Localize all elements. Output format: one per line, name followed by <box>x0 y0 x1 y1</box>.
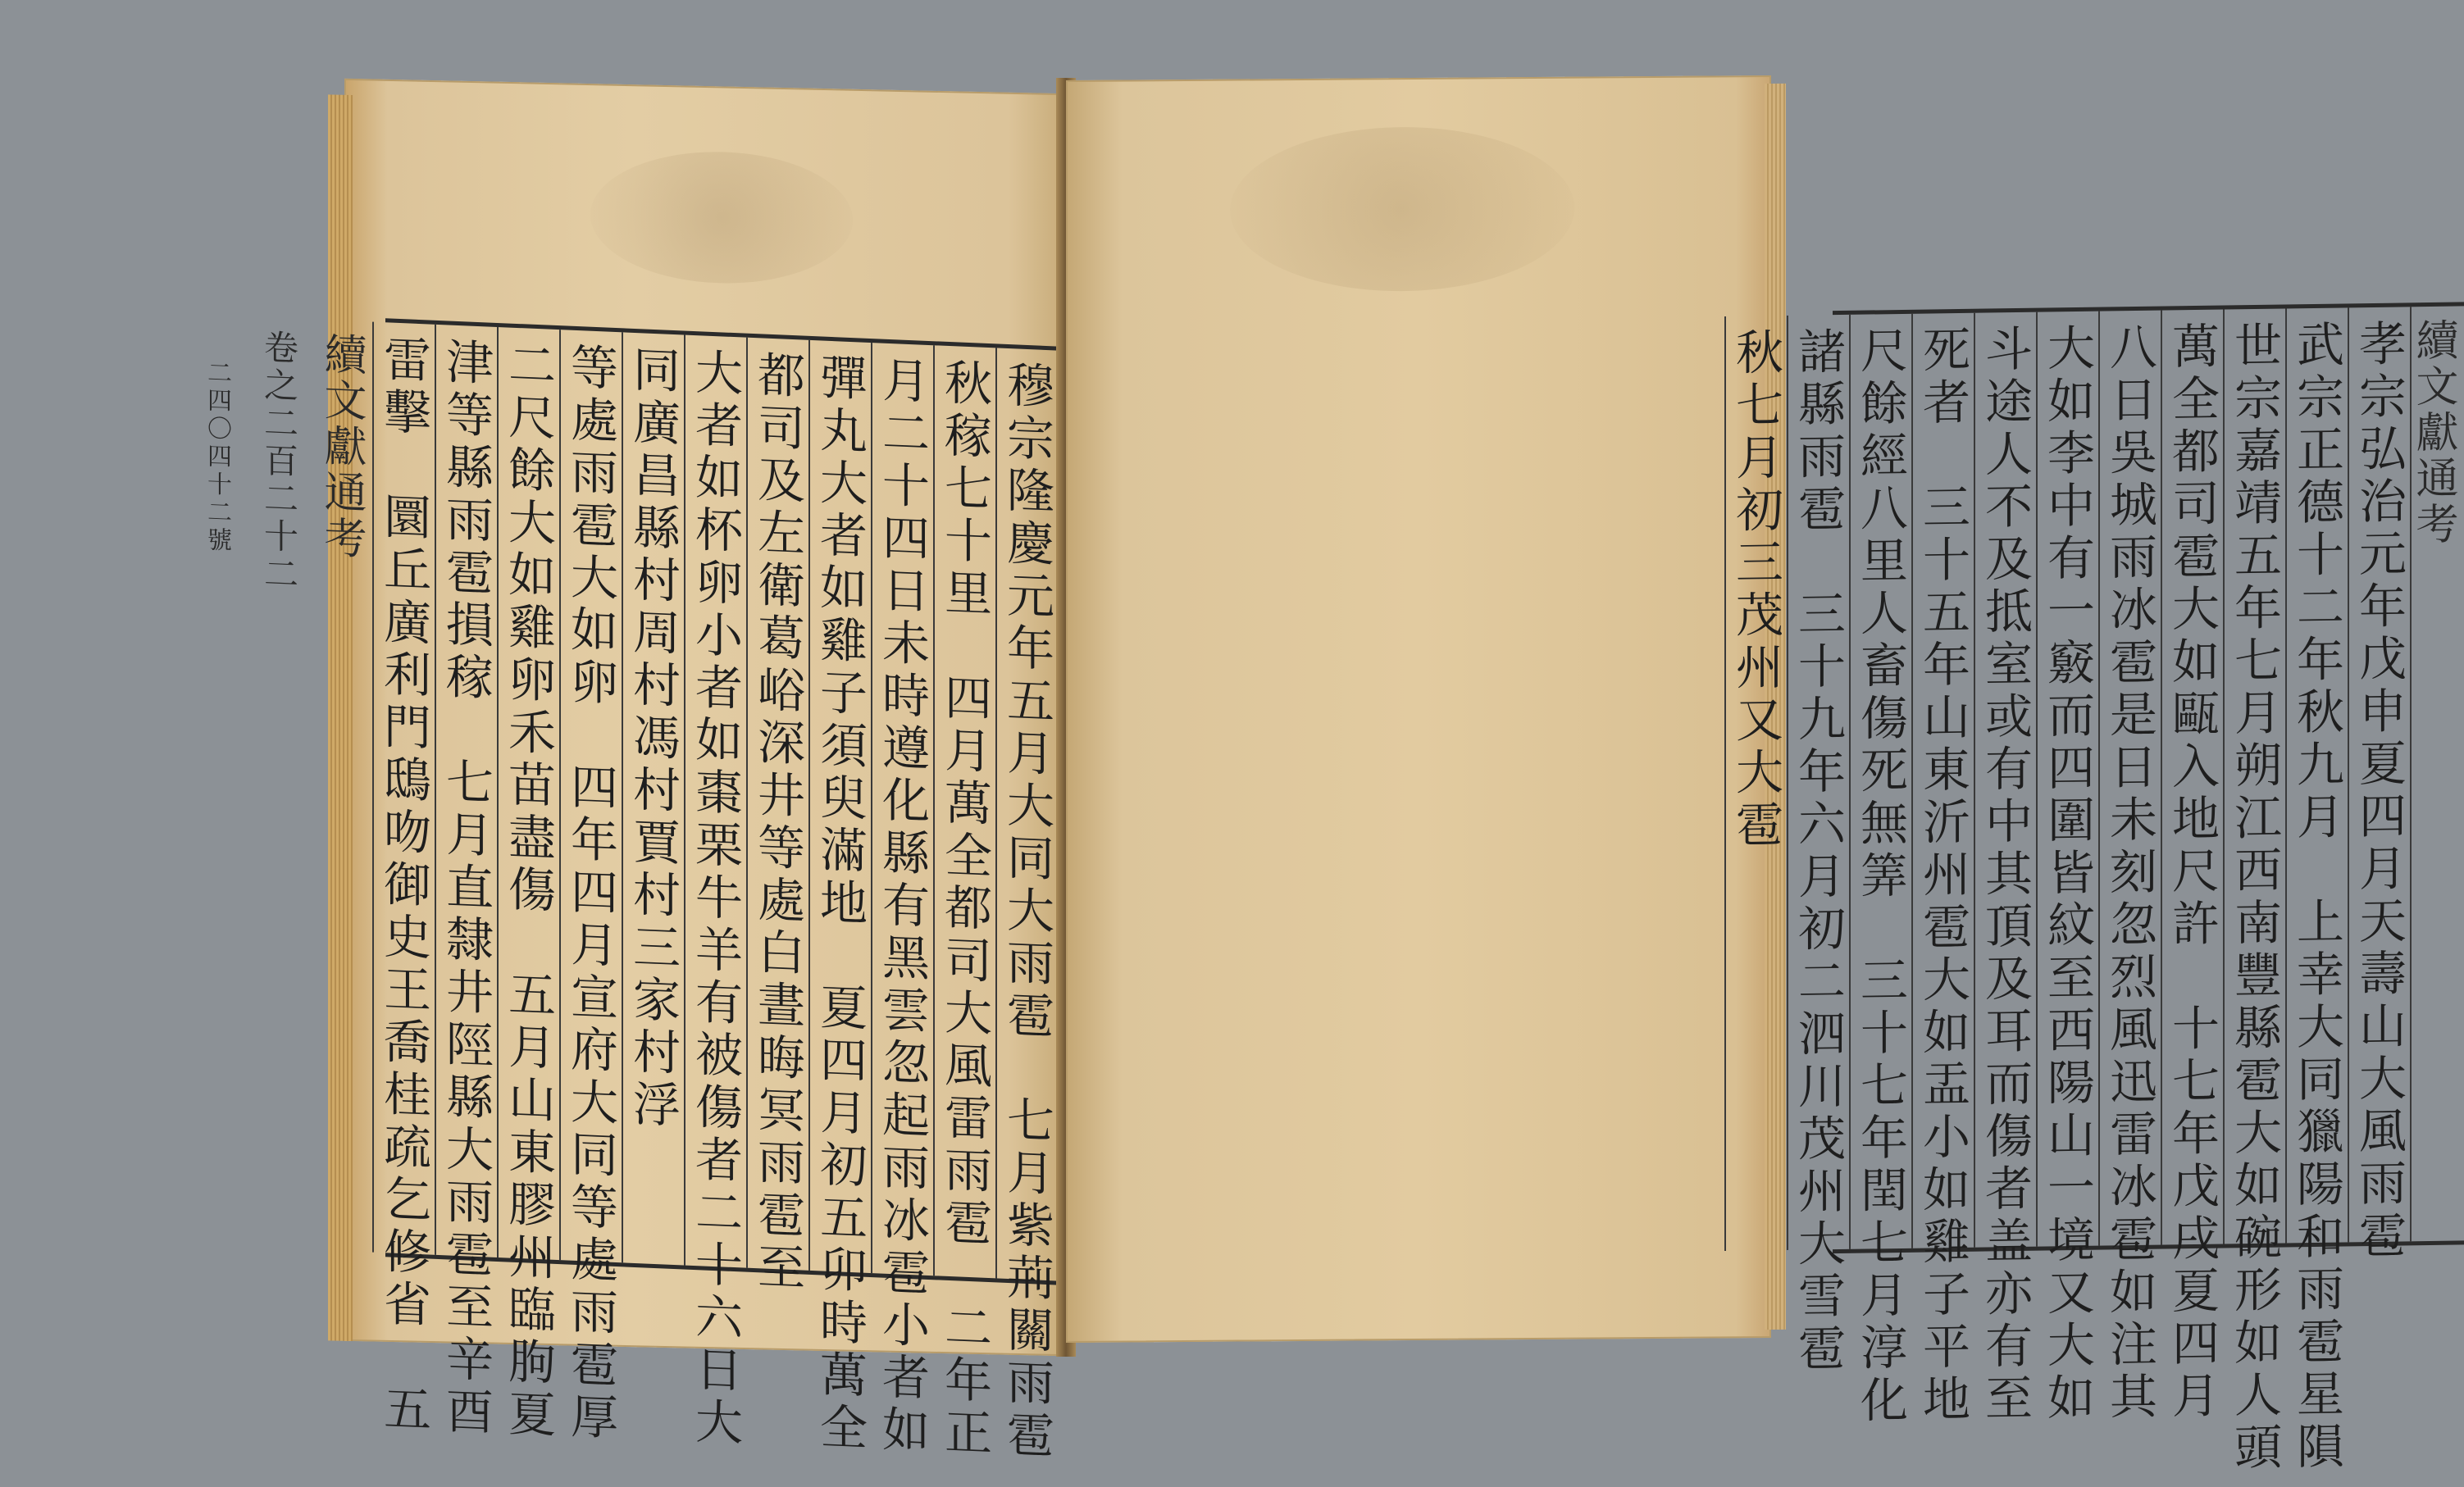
text-column: 同廣昌縣村周村馮村賈村三家村浮 <box>622 332 684 1265</box>
text-column: 津等縣雨雹損稼 七月直隸井陘縣大雨雹至辛酉 <box>435 325 497 1257</box>
left-page <box>203 79 1066 1464</box>
text-column: 秋稼七十里 四月萬全都司大風雷雨雹 二年正 <box>933 345 995 1278</box>
open-book <box>203 78 2457 1476</box>
text-column: 都司及左衛葛峪深井等處白晝晦冥雨雹至 <box>746 338 808 1271</box>
text-column: 八日吳城雨冰雹是日未刻忽烈風迅雷冰雹如注其 <box>2098 311 2161 1246</box>
text-column: 等處雨雹大如卵 四年四月宣府大同等處雨雹厚 <box>559 330 622 1262</box>
text-column: 二尺餘大如雞卵禾苗盡傷 五月山東膠州臨朐夏 <box>497 327 559 1260</box>
paper-stain <box>1230 126 1574 293</box>
text-column: 尺餘經八里人畜傷死無筭 三十七年閏七月淳化 <box>1849 314 1911 1249</box>
text-column: 世宗嘉靖五年七月朔江西南豐縣雹大如碗形如人頭 <box>2223 308 2285 1244</box>
text-column: 死者 三十五年山東沂州雹大如盂小如雞子平地 <box>1911 313 1974 1248</box>
paper-stain <box>590 149 853 286</box>
text-column: 斗途人不及抵室或有中其頂及耳而傷者盖亦有至 <box>1974 312 2036 1248</box>
text-column: 穆宗隆慶元年五月大同大雨雹 七月紫荊關雨雹 <box>995 348 1058 1280</box>
text-column: 武宗正德十二年秋九月 上幸大同獵陽和雨雹星隕 <box>2285 307 2348 1243</box>
page-number: 二四〇四十二號 <box>203 358 231 556</box>
left-text-frame <box>203 318 1058 1464</box>
margin-title <box>203 320 372 1253</box>
text-column: 孝宗弘治元年戊申夏四月天壽山大風雨雹 <box>2348 307 2410 1242</box>
text-column: 萬全都司雹大如甌入地尺許 十七年戊戌夏四月 <box>2161 310 2223 1245</box>
text-column: 秋七月初三茂州又大雹 <box>1724 316 1787 1251</box>
text-column: 大者如杯卵小者如棗栗牛羊有被傷者二十六日大 <box>684 334 746 1267</box>
text-column: 月二十四日未時遵化縣有黑雲忽起雨冰雹小者如 <box>871 343 933 1276</box>
margin-book-title: 續文獻通考 <box>317 330 366 563</box>
text-column: 諸縣雨雹 三十九年六月初二泗川茂州大雪雹 <box>1787 315 1849 1250</box>
text-column: 彈丸大者如雞子須臾滿地 夏四月初五卯時萬全 <box>808 340 871 1273</box>
right-text-frame <box>1728 302 2464 1476</box>
right-page <box>1066 75 2457 1476</box>
margin-chapter: 卷之二百二十二 <box>259 328 299 594</box>
margin-book-title: 續文獻通考 <box>2410 306 2464 1241</box>
text-column: 雷擊 圜丘廣利門鴟吻御史王喬桂疏乞修省 五 <box>372 322 435 1255</box>
text-column: 大如李中有一竅而四圍皆紋至西陽山一境又大如 <box>2036 311 2098 1247</box>
